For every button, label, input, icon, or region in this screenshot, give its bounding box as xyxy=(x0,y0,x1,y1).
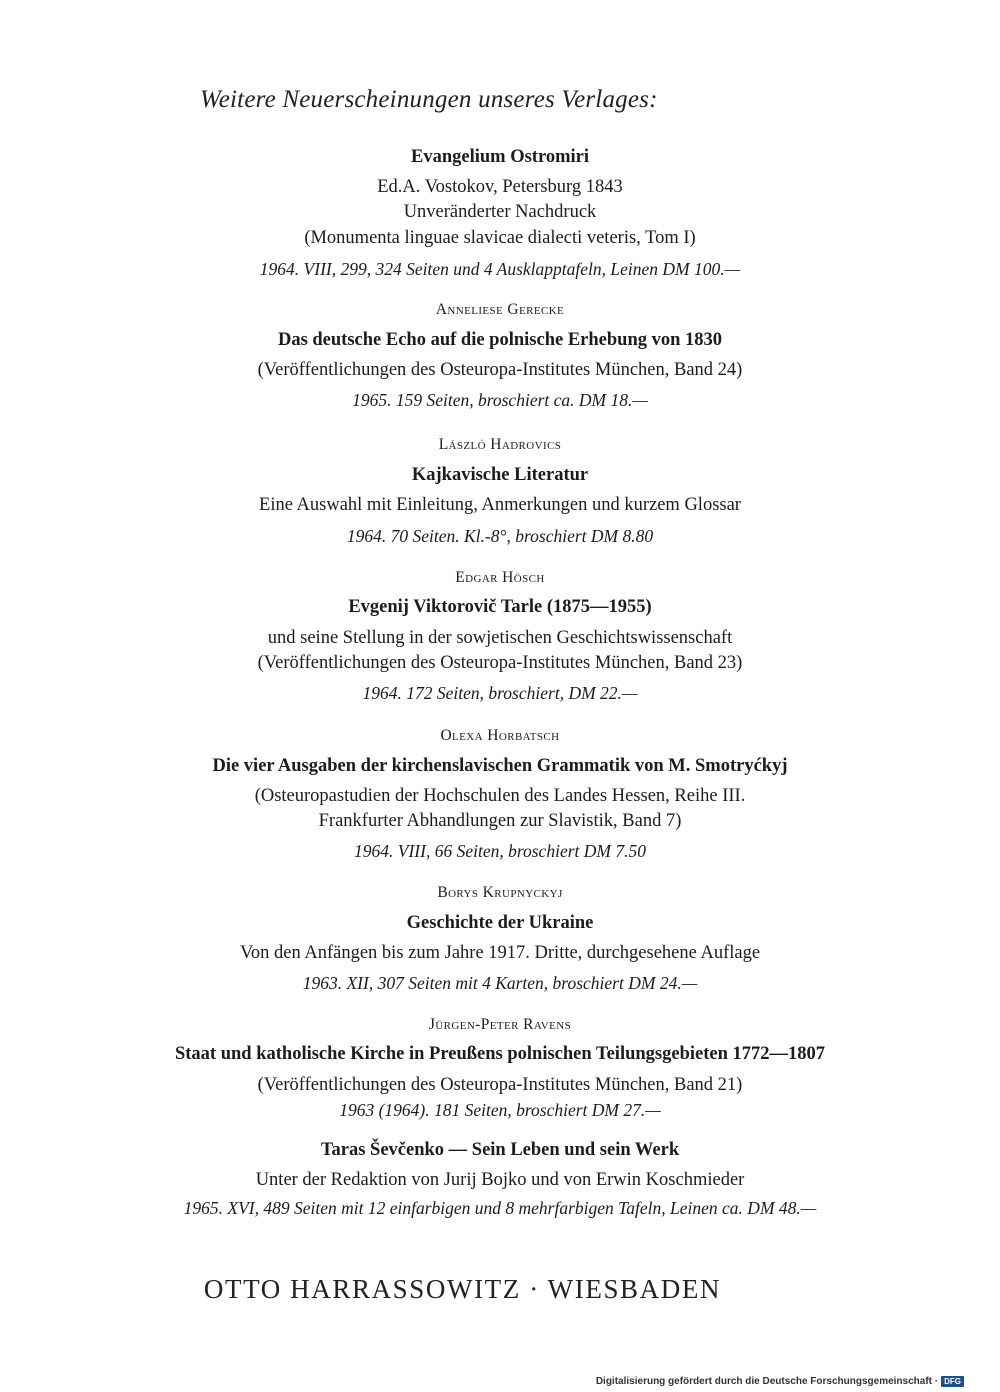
book-author: Olexa Horbatsch xyxy=(440,727,560,744)
book-title: Staat und katholische Kirche in Preußens polnischen Teilungsgebieten 1772—1807 xyxy=(174,1044,825,1064)
dfg-logo: DFG xyxy=(941,1376,964,1387)
book-details: 1964. 172 Seiten, broschiert, DM 22.— xyxy=(362,683,638,703)
digitization-credit xyxy=(596,1376,964,1387)
book-title: Das deutsche Echo auf die polnische Erhebung von 1830 xyxy=(277,330,723,350)
book-note: (Veröffentlichungen des Osteuropa-Institutes München, Band 21) xyxy=(257,1075,743,1095)
book-author: Borys Krupnyckyj xyxy=(437,884,563,901)
book-note: Ed.A. Vostokov, Petersburg 1843 xyxy=(377,177,623,197)
book-details: 1965. 159 Seiten, broschiert ca. DM 18.— xyxy=(352,390,648,410)
book-note: Frankfurter Abhandlungen zur Slavistik, Band 7) xyxy=(318,811,682,831)
book-title: Evangelium Ostromiri xyxy=(411,147,589,167)
book-details: 1964. VIII, 66 Seiten, broschiert DM 7.50 xyxy=(354,841,646,861)
page-heading: Weitere Neuerscheinungen unseres Verlages: xyxy=(200,86,658,113)
book-details: 1965. XVI, 489 Seiten mit 12 einfarbigen und 8 mehrfarbigen Tafeln, Leinen ca. DM 48.— xyxy=(183,1198,817,1218)
book-author: László Hadrovics xyxy=(438,436,562,453)
publisher-imprint: OTTO HARRASSOWITZ · WIESBADEN xyxy=(203,1274,722,1304)
credit-text: Digitalisierung gefördert durch die Deutsche Forschungsgemeinschaft · xyxy=(595,1376,939,1387)
book-details: 1964. 70 Seiten. Kl.-8°, broschiert DM 8.80 xyxy=(346,526,654,546)
book-note: und seine Stellung in der sowjetischen Geschichtswissenschaft xyxy=(267,628,733,648)
book-note: (Veröffentlichungen des Osteuropa-Institutes München, Band 24) xyxy=(257,360,743,380)
book-note: Eine Auswahl mit Einleitung, Anmerkungen und kurzem Glossar xyxy=(259,495,741,515)
book-note: (Veröffentlichungen des Osteuropa-Institutes München, Band 23) xyxy=(257,653,743,673)
book-note: Unveränderter Nachdruck xyxy=(403,202,597,222)
book-note: (Osteuropastudien der Hochschulen des Landes Hessen, Reihe III. xyxy=(254,786,746,806)
book-details: 1964. VIII, 299, 324 Seiten und 4 Ausklapptafeln, Leinen DM 100.— xyxy=(259,259,741,279)
book-note: Von den Anfängen bis zum Jahre 1917. Dritte, durchgesehene Auflage xyxy=(239,943,761,963)
book-author: Edgar Hösch xyxy=(455,569,545,586)
book-title: Kajkavische Literatur xyxy=(411,465,589,485)
book-details: 1963 (1964). 181 Seiten, broschiert DM 27.— xyxy=(339,1100,661,1120)
book-note: (Monumenta linguae slavicae dialecti veteris, Tom I) xyxy=(304,228,696,248)
book-note: Unter der Redaktion von Jurij Bojko und von Erwin Koschmieder xyxy=(255,1170,745,1190)
book-details: 1963. XII, 307 Seiten mit 4 Karten, broschiert DM 24.— xyxy=(302,973,698,993)
book-title: Geschichte der Ukraine xyxy=(406,913,594,933)
book-title: Die vier Ausgaben der kirchenslavischen Grammatik von M. Smotryćkyj xyxy=(212,756,788,776)
book-author: Anneliese Gerecke xyxy=(435,301,565,318)
book-title: Evgenij Viktorovič Tarle (1875—1955) xyxy=(348,597,652,617)
book-author: Jürgen-Peter Ravens xyxy=(428,1016,572,1033)
book-title: Taras Ševčenko — Sein Leben und sein Werk xyxy=(320,1140,680,1160)
